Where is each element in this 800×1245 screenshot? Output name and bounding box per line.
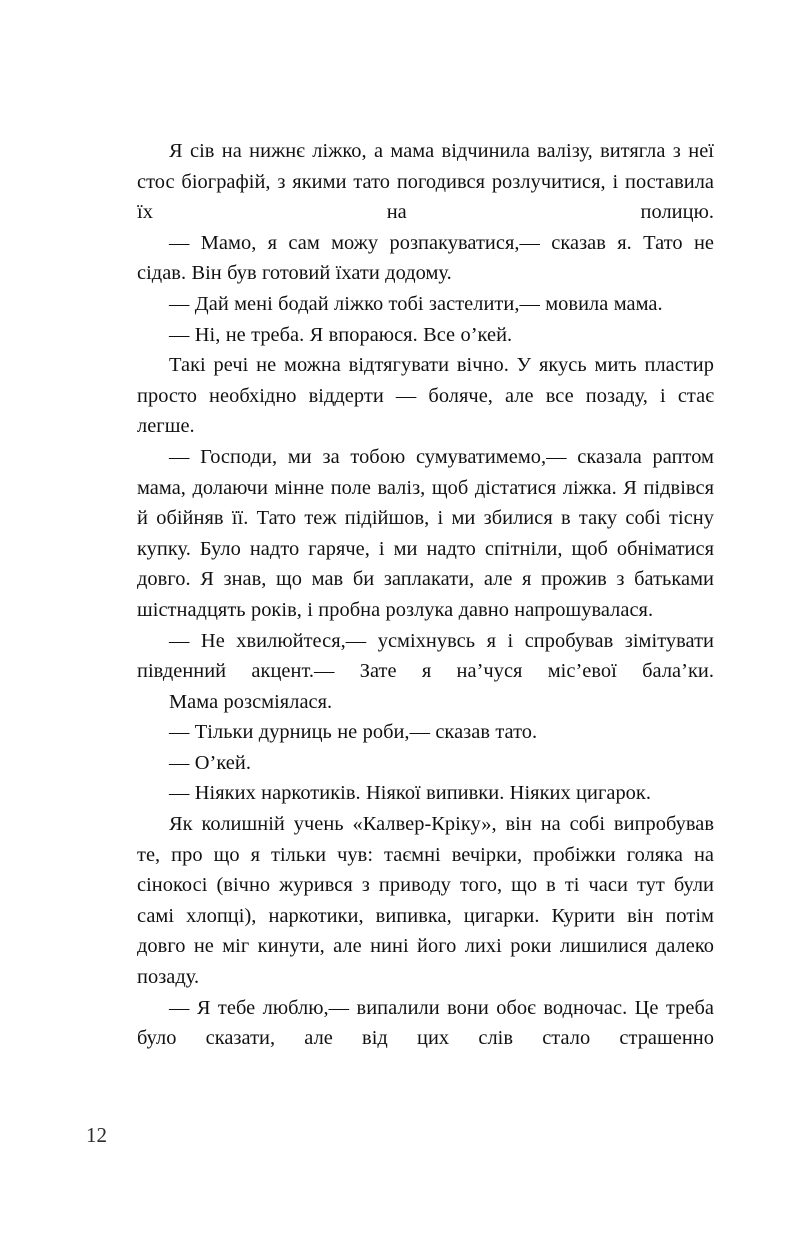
paragraph: Такі речі не можна відтягувати вічно. У якусь мить пластир просто необхідно віддерти — боляче, але все позаду, і стає легше.: [137, 354, 714, 438]
page-text-block: [137, 136, 714, 1054]
paragraph: — Господи, ми за тобою сумуватимемо,— сказала раптом мама, долаючи мінне поле валіз, щоб дістатися ліжка. Я підвівся й обійняв її. Тато теж підійшов, і ми збилися в таку собі тісну купку. Було надто гаряче, і ми надто спітніли, щоб обніматися довго. Я знав, що мав би заплакати, але я прожив з батьками шістнадцять років, і пробна розлука давно напрошувалася.: [137, 445, 714, 621]
paragraph: — Тільки дурниць не роби,— сказав тато.: [169, 721, 538, 744]
paragraph: — Ніяких наркотиків. Ніякої випивки. Ніяких цигарок.: [169, 782, 652, 805]
paragraph: — Мамо, я сам можу розпакуватися,— сказав я. Тато не сідав. Він був готовий їхати додому.: [137, 231, 714, 285]
paragraph: — Не хвилюйтеся,— усміхнувсь я і спробував зімітувати південний акцент.— Зате я на’чуся міс’евої бала’ки.: [137, 629, 714, 683]
paragraph: — Я тебе люблю,— випалили вони обоє водночас. Це треба було сказати, але від цих слів стало страшенно: [137, 996, 714, 1050]
paragraph: Мама розсміялася.: [169, 690, 333, 713]
paragraph: Я сів на нижнє ліжко, а мама відчинила валізу, витягла з неї стос біографій, з якими тато погодився розлучитися, і поставила їх на полицю.: [137, 140, 714, 224]
paragraph: — О’кей.: [169, 751, 251, 774]
paragraph: — Ні, не треба. Я впораюся. Все о’кей.: [169, 323, 513, 346]
paragraph: — Дай мені бодай ліжко тобі застелити,— мовила мама.: [169, 292, 663, 315]
page-number: 12: [86, 1123, 107, 1147]
paragraph: Як колишній учень «Калвер-Кріку», він на собі випробував те, про що я тільки чув: таємні вечірки, пробіжки голяка на сінокосі (вічно журився з приводу того, що в ті часи тут були самі хлопці), наркотики, випивка, цигарки. Курити він потім довго не міг кинути, але нині його лихі роки лишилися далеко позаду.: [137, 813, 714, 989]
